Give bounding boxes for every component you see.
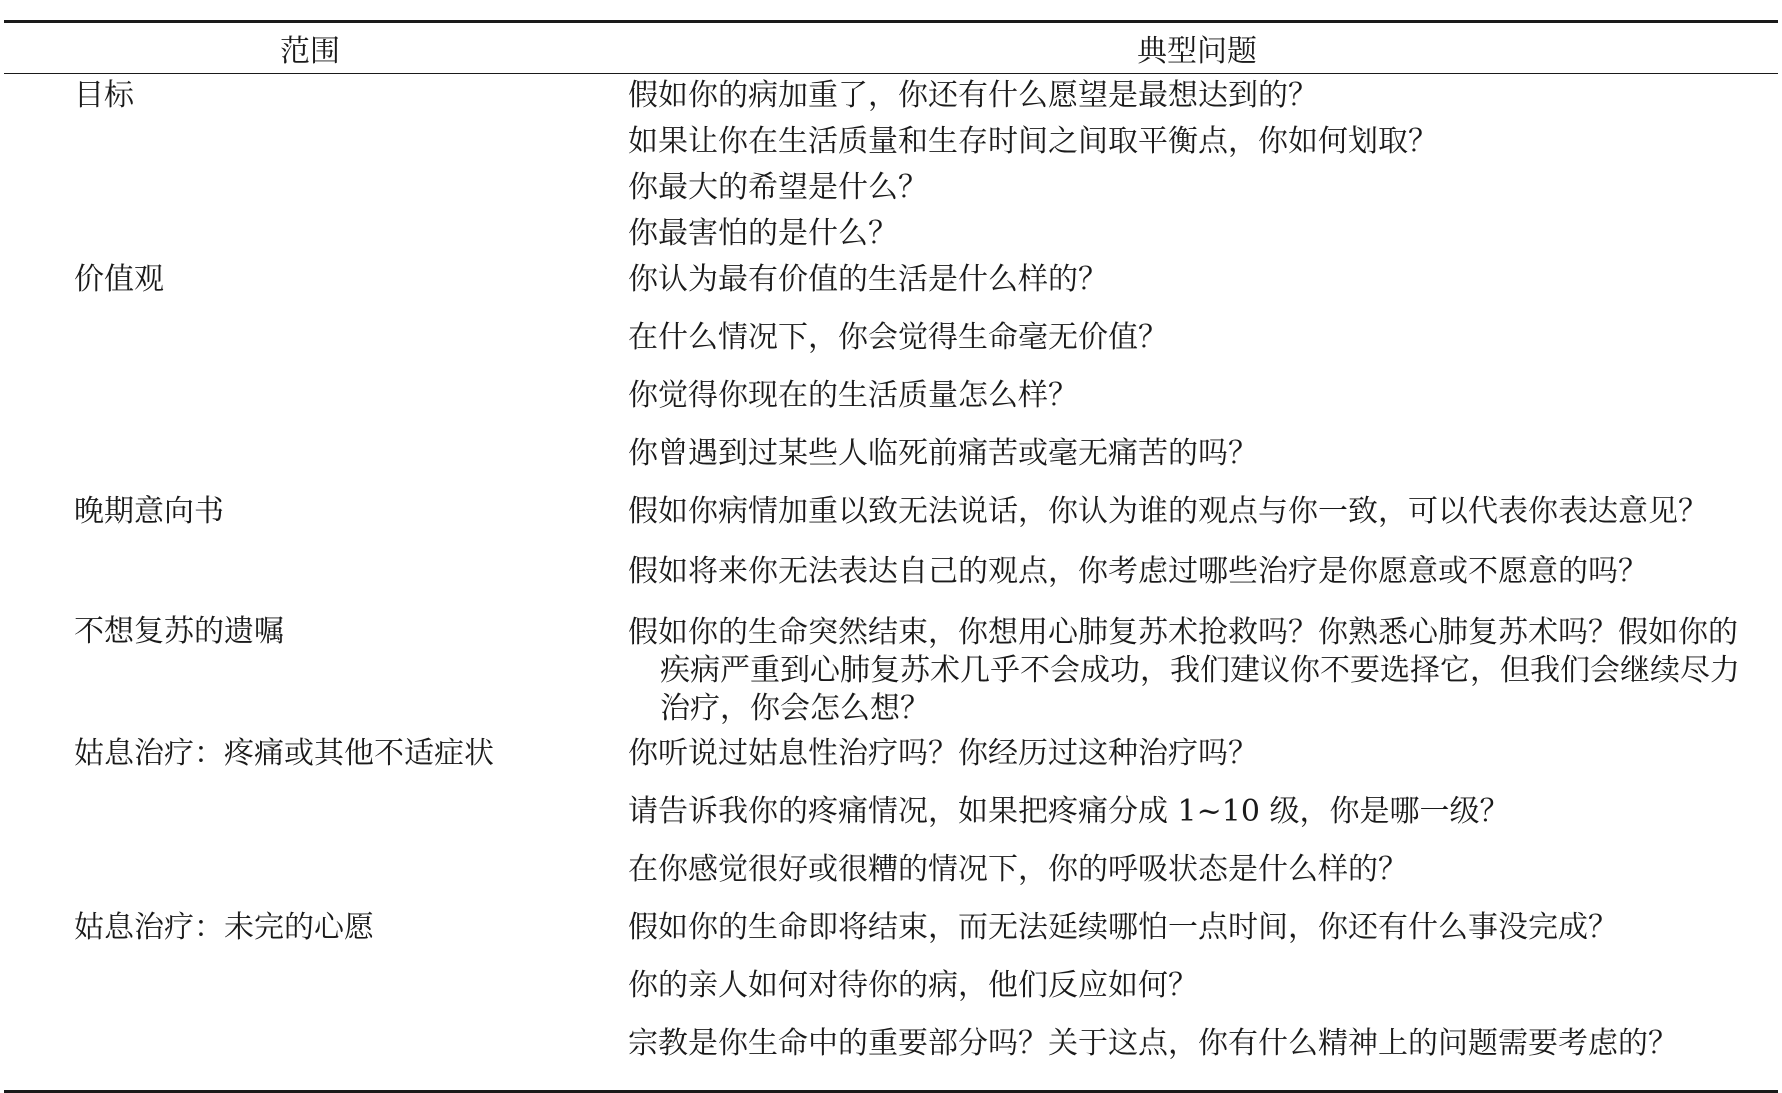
question-text: 你的亲人如何对待你的病，他们反应如何？: [628, 968, 1198, 1003]
table-row-advance-directive: [4, 490, 1778, 610]
question-text: 请告诉我你的疼痛情况，如果把疼痛分成 1~10 级，你是哪一级？: [628, 794, 1510, 829]
question-text: 假如你病情加重以致无法说话，你认为谁的观点与你一致，可以代表你表达意见？: [628, 494, 1708, 529]
questions-cell: [616, 258, 1778, 490]
range-cell: 价值观: [74, 262, 164, 297]
question-text: 假如将来你无法表达自己的观点，你考虑过哪些治疗是你愿意或不愿意的吗？: [628, 554, 1648, 589]
table-row-dnr: [4, 610, 1778, 732]
question-text: 你认为最有价值的生活是什么样的？: [628, 262, 1108, 297]
question-text: 你听说过姑息性治疗吗？你经历过这种治疗吗？: [628, 736, 1258, 771]
questions-cell: [616, 74, 1778, 258]
range-cell: 晚期意向书: [74, 494, 224, 529]
questions-cell: [616, 490, 1778, 610]
range-cell: 姑息治疗：疼痛或其他不适症状: [74, 736, 494, 771]
question-text: 假如你的病加重了，你还有什么愿望是最想达到的？: [628, 78, 1318, 113]
range-cell: 姑息治疗：未完的心愿: [74, 910, 374, 945]
question-text: 如果让你在生活质量和生存时间之间取平衡点，你如何划取？: [628, 124, 1438, 159]
questions-cell: [616, 906, 1778, 1080]
question-text: 在什么情况下，你会觉得生命毫无价值？: [628, 320, 1168, 355]
question-text: 宗教是你生命中的重要部分吗？关于这点，你有什么精神上的问题需要考虑的？: [628, 1026, 1678, 1061]
table-row-goals: [4, 74, 1778, 258]
question-text: 你最害怕的是什么？: [628, 216, 898, 251]
header-range: 范围: [280, 34, 340, 69]
question-text: 在你感觉很好或很糟的情况下，你的呼吸状态是什么样的？: [628, 852, 1408, 887]
table-row-palliative-pain: [4, 732, 1778, 906]
table-row-palliative-wishes: [4, 906, 1778, 1080]
question-text: 假如你的生命突然结束，你想用心肺复苏术抢救吗？你熟悉心肺复苏术吗？假如你的疾病严重到心肺复苏术几乎不会成功，我们建议你不要选择它，但我们会继续尽力治疗，你会怎么想？: [628, 615, 1740, 726]
question-text: 假如你的生命即将结束，而无法延续哪怕一点时间，你还有什么事没完成？: [628, 910, 1618, 945]
questions-cell: [616, 732, 1778, 906]
question-text: 你最大的希望是什么？: [628, 170, 928, 205]
table-header-row: [4, 23, 1778, 73]
header-questions: 典型问题: [1137, 34, 1257, 69]
range-cell: 目标: [74, 78, 134, 113]
questions-cell: [616, 610, 1778, 732]
range-cell: 不想复苏的遗嘱: [74, 614, 284, 649]
question-text: 你觉得你现在的生活质量怎么样？: [628, 378, 1078, 413]
table-row-values: [4, 258, 1778, 490]
question-text: 你曾遇到过某些人临死前痛苦或毫无痛苦的吗？: [628, 436, 1258, 471]
questions-table: [4, 20, 1778, 1093]
